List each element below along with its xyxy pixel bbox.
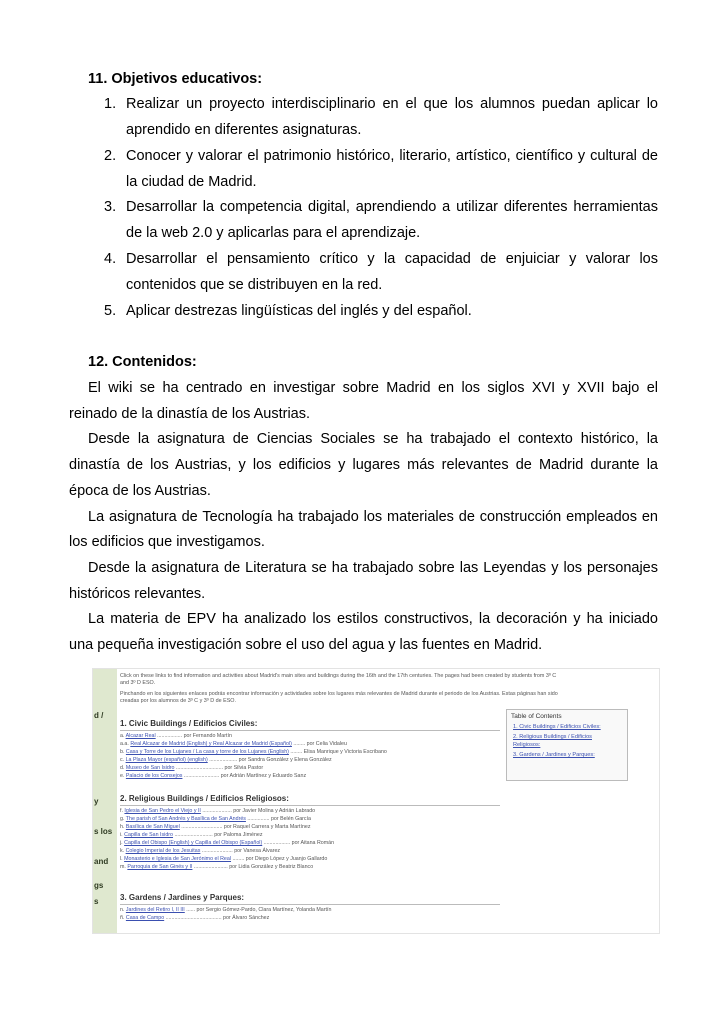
paragraph-2-line-3: época de los Austrias. — [69, 483, 211, 499]
list-item: ñ. Casa de Campo ...................................... por Álvaro Sánchez — [120, 915, 270, 921]
list-item: a.a. Real Alcazar de Madrid (English) y Real Alcazar de Madrid (Español) ........ por Celia Vidaleu — [120, 741, 347, 747]
wiki-link[interactable]: Casa de Campo — [125, 915, 165, 921]
wiki-link[interactable]: Monasterio e Iglesia de San Jerónimo el Real — [124, 856, 232, 862]
wiki-link[interactable]: Parroquia de San Ginés y II — [127, 864, 193, 870]
intro-english: Click on these links to find information and activities about Madrid's main sites and buildings during the 16th and the 17th centuries. The pages had been created by students from 3º C — [120, 673, 557, 679]
list-item: b. Casa y Torre de los Lujanes / La casa y torre de los Lujanes (English) ........ Elisa Manrique y Victoria Escribano — [120, 749, 387, 755]
wiki-link[interactable]: Capilla de San Isidro — [124, 832, 174, 838]
paragraph-4-line-2: históricos relevantes. — [69, 586, 206, 602]
paragraph-3-line-1: La asignatura de Tecnología ha trabajado los materiales de construcción empleados en — [88, 509, 658, 525]
paragraph-4-line-1: Desde la asignatura de Literatura se ha trabajado sobre las Leyendas y los personajes — [88, 560, 658, 576]
objective-1-line-2: aprendido en diferentes asignaturas. — [126, 122, 362, 138]
toc-item[interactable]: Religiosos: — [513, 742, 541, 748]
objective-3-number: 3. — [104, 199, 117, 215]
toc-item[interactable]: 2. Religious Buildings / Edificios — [513, 734, 592, 740]
section-12-heading: 12. Contenidos: — [88, 354, 197, 370]
section-divider — [120, 904, 500, 905]
paragraph-1-line-1: El wiki se ha centrado en investigar sobre Madrid en los siglos XVI y XVII bajo el — [88, 380, 658, 396]
list-item: c. La Plaza Mayor (español) (english) ................... por Sandra González y Elena González — [120, 757, 332, 763]
objective-2-number: 2. — [104, 148, 117, 164]
objective-4-number: 4. — [104, 251, 117, 267]
list-item: e. Palacio de los Consejos ........................ por Adrián Martínez y Eduardo Sanz — [120, 773, 307, 779]
toc-item[interactable]: 1. Civic Buildings / Edificios Civiles: — [513, 724, 601, 730]
wiki-link[interactable]: La Plaza Mayor (español) (english) — [125, 757, 208, 763]
objective-3-line-1: Desarrollar la competencia digital, aprendiendo a utilizar diferentes herramientas — [126, 199, 658, 215]
wiki-link[interactable]: Jardines del Retiro I, II III — [125, 907, 185, 913]
objective-5-line-1: Aplicar destrezas lingüísticas del inglés y del español. — [126, 303, 472, 319]
wiki-link[interactable]: Iglesia de San Pedro el Viejo y II — [124, 808, 201, 814]
sidebar-fragment: s — [94, 897, 99, 906]
list-item: h. Basílica de San Miguel ............................ por Raquel Carrera y Marta Martínez — [120, 824, 311, 830]
list-item: l. Monasterio e Iglesia de San Jerónimo el Real ........ por Diego López y Juanjo Gallardo — [120, 856, 328, 862]
intro-spanish: Pinchando en los siguientes enlaces podrás encontrar información y actividades sobre los lugares más relevantes de Madrid durante el periodo de los Austrias. Estas páginas han sido — [120, 691, 558, 697]
objective-1-line-1: Realizar un proyecto interdisciplinario en el que los alumnos puedan aplicar lo — [126, 96, 658, 112]
list-item: a. Alcazar Real ................. por Fernando Martín — [120, 733, 232, 739]
wiki-link[interactable]: Palacio de los Consejos — [125, 773, 183, 779]
wiki-section-title: 1. Civic Buildings / Edificios Civiles: — [120, 719, 258, 728]
wiki-link[interactable]: Casa y Torre de los Lujanes / La casa y torre de los Lujanes (English) — [125, 749, 289, 755]
toc-item[interactable]: 3. Gardens / Jardines y Parques: — [513, 752, 595, 758]
section-divider — [120, 730, 500, 731]
wiki-content — [117, 669, 659, 933]
wiki-link[interactable]: Alcazar Real — [125, 733, 156, 739]
wiki-screenshot — [92, 668, 660, 934]
paragraph-2-line-2: dinastía de los Austrias, y los edificios y lugares más relevantes de Madrid durante la — [69, 457, 658, 473]
paragraph-3-line-2: los edificios que investigamos. — [69, 534, 265, 550]
wiki-section-title: 3. Gardens / Jardines y Parques: — [120, 893, 245, 902]
objective-1-number: 1. — [104, 96, 117, 112]
list-item: m. Parroquia de San Ginés y II ....................... por Lidia González y Beatriz Blanco — [120, 864, 314, 870]
objective-4-line-1: Desarrollar el pensamiento crítico y la capacidad de enjuiciar y valorar los — [126, 251, 658, 267]
paragraph-5-line-1: La materia de EPV ha analizado los estilos constructivos, la decoración y ha iniciado — [88, 611, 658, 627]
objective-3-line-2: de la web 2.0 y aplicarlas para el aprendizaje. — [126, 225, 421, 241]
intro-spanish-2: creadas por los alumnos de 3º C y 3º D de ESO. — [120, 698, 236, 704]
paragraph-5-line-2: una pequeña investigación sobre el uso del agua y las fuentes en Madrid. — [69, 637, 543, 653]
sidebar-fragment: and — [94, 857, 109, 866]
list-item: j. Capilla del Obispo (English) y Capilla del Obispo (Español) .................. por Aitana Román — [120, 840, 335, 846]
wiki-link[interactable]: Real Alcazar de Madrid (English) y Real Alcazar de Madrid (Español) — [130, 741, 292, 747]
paragraph-1-line-2: reinado de la dinastía de los Austrias. — [69, 406, 311, 422]
wiki-sidebar — [93, 669, 117, 933]
sidebar-fragment: gs — [94, 881, 104, 890]
sidebar-fragment: s los — [94, 827, 113, 836]
list-item: d. Museo de San Isidro ................................ por Silvia Pastor — [120, 765, 264, 771]
objective-4-line-2: contenidos que se distribuyen en la red. — [126, 277, 383, 293]
list-item: f. Iglesia de San Pedro el Viejo y II .................... por Javier Molina y Adrián Labrado — [120, 808, 316, 814]
objective-2-line-1: Conocer y valorar el patrimonio histórico, literario, artístico, científico y cultural de — [126, 148, 658, 164]
wiki-link[interactable]: Museo de San Isidro — [125, 765, 175, 771]
wiki-link[interactable]: Colegio Imperial de los Jesuitas — [125, 848, 201, 854]
wiki-link[interactable]: The parish of San Andrés y Basílica de San Andrés — [125, 816, 246, 822]
list-item: i. Capilla de San Isidro .......................... por Paloma Jiménez — [120, 832, 263, 838]
section-11-heading: 11. Objetivos educativos: — [88, 71, 263, 87]
table-of-contents — [506, 709, 628, 781]
toc-title: Table of Contents — [511, 713, 562, 720]
wiki-link[interactable]: Capilla del Obispo (English) y Capilla del Obispo (Español) — [124, 840, 263, 846]
objective-2-line-2: la ciudad de Madrid. — [126, 174, 257, 190]
sidebar-fragment: y — [94, 797, 99, 806]
sidebar-fragment: d / — [94, 711, 104, 720]
intro-english-2: and 3º D ESO. — [120, 680, 156, 686]
objective-5-number: 5. — [104, 303, 117, 319]
wiki-link[interactable]: Basílica de San Miguel — [125, 824, 180, 830]
list-item: n. Jardines del Retiro I, II III ...... por Sergio Gómez-Pardo, Clara Martínez, Yolanda Martín — [120, 907, 332, 913]
section-divider — [120, 805, 500, 806]
wiki-section-title: 2. Religious Buildings / Edificios Religiosos: — [120, 794, 289, 803]
list-item: g. The parish of San Andrés y Basílica de San Andrés ............... por Belén García — [120, 816, 311, 822]
paragraph-2-line-1: Desde la asignatura de Ciencias Sociales se ha trabajado el contexto histórico, la — [88, 431, 658, 447]
list-item: k. Colegio Imperial de los Jesuitas ..................... por Vanesa Álvarez — [120, 848, 281, 854]
